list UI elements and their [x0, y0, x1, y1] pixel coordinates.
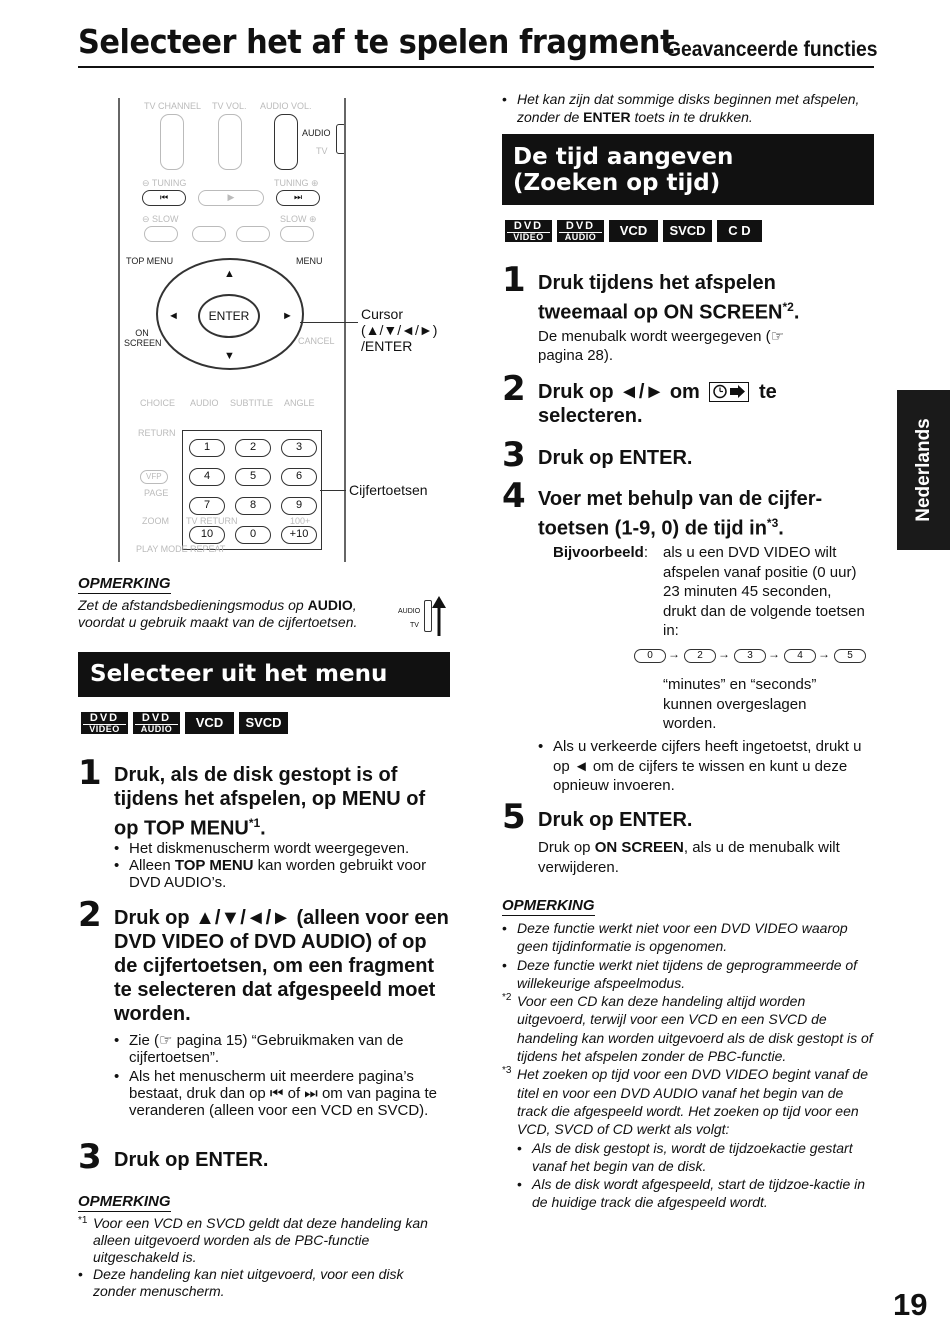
tv-channel-rocker — [160, 114, 184, 170]
remote-label-slow-plus: SLOW ⊕ — [280, 214, 317, 224]
number-key: 9 — [281, 497, 317, 515]
time-step2-text — [538, 380, 838, 428]
number-key: 3 — [281, 439, 317, 457]
number-key: 4 — [189, 468, 225, 486]
remote-label-tuning-plus: TUNING ⊕ — [274, 178, 319, 188]
cursor-callout-line — [300, 322, 358, 323]
remote-label-tv-vol: TV VOL. — [212, 101, 247, 111]
pause-icon — [236, 226, 270, 242]
list-item: • Deze functie werkt niet tijdens de geprogrammeerde of willekeurige afspeelmodus. — [502, 956, 874, 993]
cursor-up-icon: ▲ — [224, 268, 235, 280]
note-bold: ENTER — [583, 109, 631, 125]
sequence-key: 3 — [734, 649, 766, 663]
disc-badge-dvd-audio — [133, 712, 180, 734]
time-step5-body — [538, 838, 873, 878]
numbers-callout: Cijfertoetsen — [349, 482, 428, 498]
footnote-mark: *1 — [248, 816, 261, 830]
time-step5-text: Druk op ENTER. — [538, 809, 693, 831]
menu-step3-text: Druk op ENTER. — [114, 1149, 269, 1171]
remote-label-page: PAGE — [144, 488, 169, 498]
left-note-heading: OPMERKING — [78, 575, 171, 592]
remote-label-tv-return: TV RETURN — [186, 516, 238, 526]
number-key: 8 — [235, 497, 271, 515]
footnote-mark: *3 — [766, 516, 779, 530]
list-item: • Deze handeling kan niet uitgevoerd, voor een disk zonder menuscherm. — [78, 1266, 450, 1300]
remote-label-100plus: 100+ — [290, 516, 311, 526]
example-sep: : — [643, 544, 649, 561]
remote-label-zoom: ZOOM — [142, 516, 169, 526]
list-item: *3 Het zoeken op tijd voor een DVD VIDEO begint vanaf de titel en voor een DVD AUDIO vanaf het begin van de track die afgespeeld wordt. Het zoeken op tijd voor een VCD, SVCD of CD werkt als volgt: — [502, 1065, 874, 1138]
cursor-left-icon: ◄ — [168, 310, 179, 322]
disc-badge-svcd: SVCD — [239, 712, 288, 734]
list-item: • Deze functie werkt niet voor een DVD VIDEO waarop geen tijdinformatie is opgenomen. — [502, 919, 874, 956]
bullet-pre: Alleen — [129, 857, 175, 874]
number-key: 10 — [189, 526, 225, 544]
header-rule — [78, 66, 874, 68]
disc-badge-dvd-audio — [557, 220, 604, 242]
number-key: 0 — [235, 526, 271, 544]
disc-badge-vcd: VCD — [185, 712, 234, 734]
number-key: 2 — [235, 439, 271, 457]
disc-badge-top: DVD — [141, 712, 172, 724]
remote-label-audio: AUDIO — [302, 128, 331, 138]
menu-section-banner: Selecteer uit het menu — [78, 652, 450, 697]
stop-icon — [192, 226, 226, 242]
tv-vol-rocker — [218, 114, 242, 170]
menu-step1-main: Druk, als de disk gestopt is of tijdens het afspelen, op MENU of op TOP MENU — [114, 764, 426, 840]
cursor-callout-line2: (▲/▼/◄/►) — [361, 322, 438, 338]
remote-label-slow-minus: ⊖ SLOW — [142, 214, 179, 224]
step5-pre: Druk op — [538, 839, 595, 856]
sequence-key: 4 — [784, 649, 816, 663]
step-number: 5 — [502, 797, 526, 837]
disc-badge-svcd: SVCD — [663, 220, 712, 242]
left-note-audio: AUDIO — [307, 597, 353, 613]
cursor-callout-line3: /ENTER — [361, 338, 413, 354]
example-label-bold: Bijvoorbeeld — [553, 544, 644, 561]
note-post: toets in te drukken. — [630, 109, 753, 125]
example-text: als u een DVD VIDEO wilt afspelen vanaf positie (0 uur) 23 minuten 45 seconden, drukt dan de volgende toetsen in: — [663, 544, 865, 639]
remote-label-play-mode: PLAY MODE — [136, 544, 188, 554]
time-step1-text — [538, 271, 868, 325]
remote-label-audio-button: AUDIO — [190, 398, 219, 408]
cursor-callout-line1: Cursor — [361, 306, 404, 322]
time-step1-end: . — [793, 301, 800, 324]
remote-label-top-menu: TOP MENU — [126, 256, 174, 266]
remote-label-audio-vol: AUDIO VOL. — [260, 101, 312, 111]
disc-badge-top: DVD — [513, 220, 544, 232]
disc-badge-bottom: VIDEO — [83, 724, 126, 734]
sequence-key: 5 — [834, 649, 866, 663]
remote-label-choice: CHOICE — [140, 398, 176, 408]
list-item: • Als het menuscherm uit meerdere pagina’s bestaat, druk dan op ⏮ of ⏭ om van pagina te veranderen (alleen voor een VCD en SVCD). — [114, 1068, 449, 1119]
step-number: 2 — [78, 895, 102, 935]
clock-arrow-icon — [710, 383, 747, 400]
play-icon: ▶ — [198, 190, 264, 206]
page-number: 19 — [893, 1287, 928, 1322]
section-title: Geavanceerde functies — [666, 38, 878, 61]
list-item — [114, 857, 444, 891]
disc-badge-vcd: VCD — [609, 220, 658, 242]
sequence-key: 0 — [634, 649, 666, 663]
arrow-right-icon: → — [718, 647, 730, 661]
time-banner-line1: De tijd aangeven — [513, 144, 734, 170]
enter-key — [198, 294, 260, 338]
arrow-right-icon: → — [668, 647, 680, 661]
remote-label-tuning-minus: ⊖ TUNING — [142, 178, 187, 188]
mode-switch-icon — [336, 124, 346, 154]
switch-tv-label: TV — [410, 622, 419, 629]
number-key: 6 — [281, 468, 317, 486]
arrow-right-icon: → — [768, 647, 780, 661]
disc-badge-top: DVD — [565, 220, 596, 232]
left-note-text — [78, 597, 398, 631]
next-track-icon: ⏭ — [276, 190, 320, 206]
remote-label-tv: TV — [316, 146, 328, 156]
remote-label-menu: MENU — [296, 256, 323, 266]
remote-label-on-screen: ON SCREEN — [124, 328, 162, 348]
list-item: • Als de disk wordt afgespeeld, start de tijdzoe-kactie in de huidige track die afgespeeld wordt. — [502, 1175, 874, 1212]
list-item: • Zie (☞ pagina 15) “Gebruikmaken van de cijfertoetsen”. — [114, 1032, 449, 1066]
disc-badge-dvd-video — [505, 220, 552, 242]
number-key: 1 — [189, 439, 225, 457]
time-search-icon — [709, 382, 749, 402]
right-top-note — [502, 90, 867, 126]
page-title: Selecteer het af te spelen fragment — [78, 22, 675, 61]
menu-step2-text: Druk op ▲/▼/◄/► (alleen voor een DVD VIDEO of DVD AUDIO) of op de cijfertoetsen, om een fragment te selecteren dat afgespeeld moet worden. — [114, 907, 449, 1025]
step-number: 3 — [78, 1137, 102, 1177]
time-banner-line2: (Zoeken op tijd) — [513, 170, 721, 196]
number-key: 7 — [189, 497, 225, 515]
enter-key-label: ENTER — [208, 309, 250, 323]
sequence-key: 2 — [684, 649, 716, 663]
remote-label-angle: ANGLE — [284, 398, 315, 408]
remote-label-tv-channel: TV CHANNEL — [144, 101, 202, 111]
step5-bold: ON SCREEN — [594, 839, 684, 856]
disc-badge-bottom: VIDEO — [507, 232, 550, 242]
slow-forward-icon — [280, 226, 314, 242]
remote-label-return: RETURN — [138, 428, 176, 438]
menu-step1-text — [114, 763, 444, 841]
footnote-mark: *2 — [782, 300, 794, 314]
time-note-heading: OPMERKING — [502, 897, 595, 914]
time-step4-text — [538, 487, 868, 541]
time-step1-main: Druk tijdens het afspelen tweemaal op ON SCREEN — [538, 272, 783, 324]
step-number: 1 — [78, 753, 102, 793]
step-number: 4 — [502, 476, 526, 516]
time-step2-post: te selecteren. — [538, 381, 777, 427]
time-section-banner — [502, 134, 874, 205]
remote-label-vfp: VFP — [146, 472, 162, 481]
switch-up-arrow-icon — [432, 596, 446, 636]
menu-step2-bullets — [114, 1032, 449, 1119]
step-number: 2 — [502, 369, 526, 409]
note-pre: Het kan zijn dat sommige disks beginnen met afspelen, zonder de — [517, 91, 860, 125]
list-item: • Het diskmenuscherm wordt weergegeven. — [114, 840, 444, 857]
slow-rewind-icon — [144, 226, 178, 242]
left-note-line1-post: , — [352, 597, 357, 613]
skip-note: “minutes” en “seconds” kunnen overgeslagen worden. — [663, 676, 817, 732]
audio-vol-rocker — [274, 114, 298, 170]
time-step3-text: Druk op ENTER. — [538, 447, 693, 469]
disc-badge-bottom: AUDIO — [559, 232, 602, 242]
disc-badge-cd: C D — [717, 220, 762, 242]
menu-step1-end: . — [260, 817, 266, 840]
bullet-bold: TOP MENU — [174, 857, 254, 874]
list-item — [502, 90, 867, 126]
arrow-right-icon: → — [818, 647, 830, 661]
bullet-post: kan worden gebruikt voor DVD AUDIO’s. — [129, 857, 427, 891]
remote-label-cancel: CANCEL — [298, 336, 335, 346]
left-note-line2: voordat u gebruik maakt van de cijfertoetsen. — [78, 614, 358, 630]
step-number: 3 — [502, 435, 526, 475]
switch-audio-label: AUDIO — [398, 608, 421, 615]
list-item: *1 Voor een VCD en SVCD geldt dat deze handeling kan alleen uitgevoerd worden als de PBC-functie uitgeschakeld is. — [78, 1215, 450, 1266]
audio-tv-switch-icon — [398, 596, 448, 636]
time-step4-bullets — [538, 737, 868, 796]
prev-track-icon: ⏮ — [142, 190, 186, 206]
time-step4-end: . — [778, 517, 784, 540]
numbers-callout-line — [320, 490, 346, 491]
disc-badge-top: DVD — [89, 712, 120, 724]
key-sequence — [634, 648, 874, 666]
time-step2-pre: Druk op ◄/► om — [538, 381, 700, 403]
time-step4-main: Voer met behulp van de cijfer-toetsen (1-9, 0) de tijd in — [538, 488, 823, 540]
language-tab-label: Nederlands — [912, 418, 934, 522]
number-key: 5 — [235, 468, 271, 486]
list-item: • Als de disk gestopt is, wordt de tijdzoekactie gestart vanaf het begin van de disk. — [502, 1139, 874, 1176]
step5-post: , als u de menubalk wilt verwijderen. — [538, 839, 840, 876]
cursor-right-icon: ► — [282, 310, 293, 322]
language-tab — [897, 390, 950, 550]
number-key: +10 — [281, 526, 317, 544]
example-label — [553, 543, 648, 563]
cursor-callout — [361, 306, 437, 354]
remote-control-illustration — [118, 98, 346, 562]
list-item: *2 Voor een CD kan deze handeling altijd worden uitgevoerd, terwijl voor een VCD en een SVCD de handeling kan worden uitgevoerd als de disk gestopt is of tijdens het afspelen zonder de PBC-functie. — [502, 992, 874, 1065]
time-note-list — [502, 919, 874, 1212]
remote-label-repeat: REPEAT — [190, 544, 226, 554]
disc-badge-bottom: AUDIO — [135, 724, 178, 734]
list-item: • Als u verkeerde cijfers heeft ingetoetst, drukt u op ◄ om de cijfers te wissen en kunt u deze opnieuw invoeren. — [538, 737, 868, 796]
remote-label-subtitle: SUBTITLE — [230, 398, 274, 408]
switch-body-icon — [424, 600, 432, 632]
cursor-down-icon: ▼ — [224, 350, 235, 362]
menu-note-heading: OPMERKING — [78, 1193, 171, 1210]
time-step1-body: De menubalk wordt weergegeven (☞ pagina 28). — [538, 328, 785, 364]
menu-step1-bullets — [114, 840, 444, 891]
menu-note-list — [78, 1215, 450, 1300]
disc-badge-dvd-video — [81, 712, 128, 734]
left-note-line1-pre: Zet de afstandsbedieningsmodus op — [78, 597, 308, 613]
step-number: 1 — [502, 260, 526, 300]
